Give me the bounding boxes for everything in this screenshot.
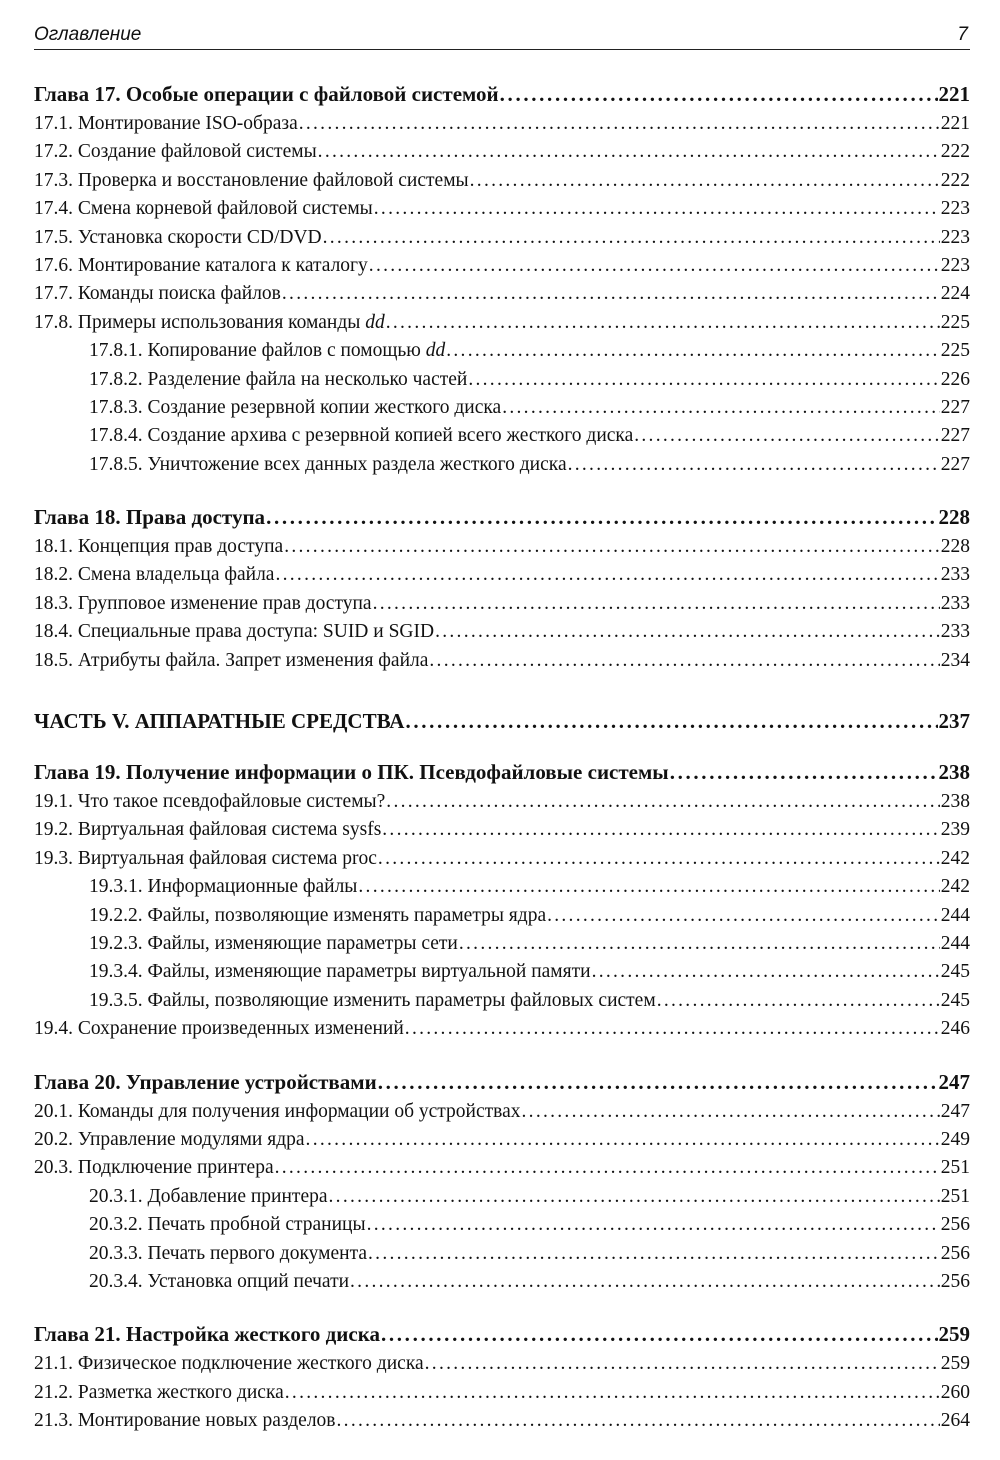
- toc-entry-page: 251: [940, 1185, 970, 1207]
- toc-entry-title-text: 19.2. Виртуальная файловая система sysfs: [34, 819, 382, 841]
- toc-entry-l1[interactable]: [34, 224, 970, 252]
- toc-entry-l1[interactable]: [34, 280, 970, 308]
- dot-leader: [522, 1098, 940, 1126]
- toc-entry-l1[interactable]: [34, 1350, 970, 1378]
- toc-entry-l1[interactable]: [34, 252, 970, 280]
- toc-entry-title-text: 17.8.2. Разделение файла на несколько частей: [89, 368, 468, 390]
- toc-entry-l2[interactable]: [34, 422, 970, 450]
- toc-entry-title: [34, 195, 373, 223]
- toc-entry-l1[interactable]: [34, 590, 970, 618]
- toc-entry-title: [34, 590, 372, 618]
- dot-leader: [367, 1211, 940, 1239]
- toc-entry-page: 238: [938, 760, 970, 785]
- toc-entry-page: 242: [940, 847, 970, 869]
- dot-leader: [378, 1067, 938, 1098]
- toc-entry-title-text: 21.2. Разметка жесткого диска: [34, 1381, 284, 1403]
- toc-entry-title-text: 19.3.4. Файлы, изменяющие параметры виртуальной памяти: [89, 961, 591, 983]
- toc-entry-l1[interactable]: [34, 1379, 970, 1407]
- toc-entry-title-text: 17.8.3. Создание резервной копии жесткого диска: [89, 396, 502, 418]
- dot-leader: [382, 816, 939, 844]
- toc-entry-title: [34, 1098, 521, 1126]
- toc-entry-l2[interactable]: [34, 958, 970, 986]
- toc-entry-l1[interactable]: [34, 618, 970, 646]
- dot-leader: [337, 1407, 940, 1435]
- toc-entry-l1[interactable]: [34, 195, 970, 223]
- toc-entry-title-text: Глава 21. Настройка жесткого диска: [34, 1322, 380, 1347]
- toc-entry-title-text: 19.2.3. Файлы, изменяющие параметры сети: [89, 932, 458, 954]
- toc-entry-title: [89, 987, 656, 1015]
- toc-entry-page: 237: [938, 709, 970, 734]
- toc-entry-l1[interactable]: [34, 647, 970, 675]
- toc-entry-title-text: 18.4. Специальные права доступа: SUID и SGID: [34, 621, 435, 643]
- toc-entry-page: 246: [940, 1018, 970, 1040]
- toc-entry-part[interactable]: [34, 705, 970, 737]
- toc-entry-l1[interactable]: [34, 816, 970, 844]
- toc-entry-chapter[interactable]: [34, 1067, 970, 1098]
- dot-leader: [323, 224, 940, 252]
- table-of-contents: [34, 79, 970, 1435]
- toc-entry-title-text: 17.6. Монтирование каталога к каталогу: [34, 254, 368, 276]
- dot-leader: [459, 930, 940, 958]
- header-page-number: 7: [957, 24, 968, 45]
- toc-entry-title-text: 19.3.1. Информационные файлы: [89, 876, 358, 898]
- toc-entry-title: [34, 533, 283, 561]
- dot-leader: [306, 1126, 940, 1154]
- toc-entry-page: 226: [940, 368, 970, 390]
- toc-entry-page: 247: [940, 1100, 970, 1122]
- toc-entry-page: 238: [940, 791, 970, 813]
- toc-entry-title-text: Глава 19. Получение информации о ПК. Псевдофайловые системы: [34, 760, 669, 785]
- toc-entry-l2[interactable]: [34, 394, 970, 422]
- toc-entry-title: [89, 902, 546, 930]
- dot-leader: [275, 561, 939, 589]
- toc-entry-title-text: 17.8.1. Копирование файлов с помощью: [89, 340, 421, 362]
- toc-entry-l2[interactable]: [34, 1211, 970, 1239]
- toc-entry-page: 222: [940, 141, 970, 163]
- toc-entry-page: 256: [940, 1270, 970, 1292]
- dot-leader: [468, 366, 939, 394]
- toc-entry-title-text: 17.4. Смена корневой файловой системы: [34, 198, 373, 220]
- toc-entry-title: [34, 110, 298, 138]
- dot-leader: [435, 618, 940, 646]
- toc-entry-title: [89, 873, 357, 901]
- dot-leader: [634, 422, 940, 450]
- toc-entry-command: dd: [365, 311, 385, 333]
- toc-entry-title: [89, 394, 501, 422]
- toc-entry-title-text: Глава 17. Особые операции с файловой системой: [34, 82, 499, 106]
- dot-leader: [275, 1154, 940, 1182]
- toc-entry-title-text: Глава 18. Права доступа: [34, 505, 266, 530]
- dot-leader: [500, 79, 938, 110]
- toc-entry-chapter[interactable]: [34, 1319, 970, 1350]
- toc-entry-l2[interactable]: [34, 337, 970, 365]
- toc-entry-page: 256: [940, 1242, 970, 1264]
- toc-entry-page: 249: [940, 1128, 970, 1150]
- dot-leader: [358, 873, 939, 901]
- toc-entry-title: [34, 788, 385, 816]
- toc-entry-title: [89, 366, 467, 394]
- toc-entry-title-text: Глава 20. Управление устройствами: [34, 1069, 377, 1094]
- toc-entry-l2[interactable]: [34, 930, 970, 958]
- toc-entry-title: [34, 816, 381, 844]
- toc-entry-title-text: 21.3. Монтирование новых разделов: [34, 1410, 336, 1432]
- toc-entry-title-text: 20.3.2. Печать пробной страницы: [89, 1214, 366, 1236]
- toc-entry-title-text: 20.2. Управление модулями ядра: [34, 1128, 305, 1150]
- toc-entry-title: [34, 845, 377, 873]
- dot-leader: [350, 1268, 940, 1296]
- toc-entry-page: 242: [940, 876, 970, 898]
- toc-entry-title: [34, 252, 368, 280]
- toc-entry-title-text: 17.8. Примеры использования команды: [34, 311, 361, 333]
- toc-entry-page: 259: [940, 1353, 970, 1375]
- toc-entry-title: [34, 1407, 336, 1435]
- toc-entry-title: [34, 138, 317, 166]
- toc-entry-l1[interactable]: [34, 533, 970, 561]
- toc-entry-page: 225: [940, 340, 970, 362]
- toc-entry-l1[interactable]: [34, 561, 970, 589]
- toc-entry-title-text: 17.8.4. Создание архива с резервной копией всего жесткого диска: [89, 425, 634, 447]
- toc-entry-page: 223: [940, 226, 970, 248]
- toc-entry-title-text: 20.3.3. Печать первого документа: [89, 1242, 368, 1264]
- toc-entry-title-text: 19.4. Сохранение произведенных изменений: [34, 1018, 404, 1040]
- dot-leader: [502, 394, 940, 422]
- dot-leader: [329, 1183, 940, 1211]
- toc-entry-title: [34, 1015, 404, 1043]
- toc-entry-l2[interactable]: [34, 1268, 970, 1296]
- dot-leader: [386, 309, 940, 337]
- toc-entry-page: 245: [940, 989, 970, 1011]
- toc-entry-title: [34, 224, 322, 252]
- toc-entry-l1[interactable]: [34, 1098, 970, 1126]
- toc-entry-l1[interactable]: [34, 309, 970, 337]
- toc-entry-page: 247: [938, 1069, 970, 1094]
- toc-entry-title-text: 20.3. Подключение принтера: [34, 1157, 274, 1179]
- toc-entry-l1[interactable]: [34, 788, 970, 816]
- toc-entry-title: [34, 1126, 305, 1154]
- toc-entry-title: [34, 502, 265, 533]
- toc-entry-title: [34, 167, 469, 195]
- toc-entry-page: 228: [938, 505, 970, 530]
- toc-entry-page: 234: [940, 649, 970, 671]
- toc-entry-l2[interactable]: [34, 902, 970, 930]
- toc-entry-title: [89, 1183, 328, 1211]
- toc-entry-page: 227: [940, 453, 970, 475]
- toc-entry-l2[interactable]: [34, 1183, 970, 1211]
- toc-entry-chapter[interactable]: [34, 502, 970, 533]
- toc-entry-title: [89, 422, 633, 450]
- toc-entry-title-text: 18.3. Групповое изменение прав доступа: [34, 592, 372, 614]
- dot-leader: [470, 167, 940, 195]
- toc-entry-title-text: 19.3. Виртуальная файловая система proc: [34, 847, 377, 869]
- toc-entry-title-text: 17.1. Монтирование ISO-образа: [34, 113, 298, 134]
- dot-leader: [284, 533, 940, 561]
- toc-entry-page: 239: [940, 819, 970, 841]
- toc-entry-title: [34, 1350, 424, 1378]
- toc-entry-title-text: 18.1. Концепция прав доступа: [34, 536, 284, 558]
- toc-entry-l2[interactable]: [34, 873, 970, 901]
- toc-entry-page: 233: [940, 592, 970, 614]
- dot-leader: [429, 647, 939, 675]
- toc-entry-page: 233: [940, 621, 970, 643]
- toc-entry-page: 259: [938, 1322, 970, 1347]
- toc-entry-title: [89, 1268, 349, 1296]
- toc-entry-title-text: 19.3.5. Файлы, позволяющие изменить параметры файловых систем: [89, 989, 656, 1011]
- toc-entry-title-text: 17.5. Установка скорости CD/DVD: [34, 226, 322, 248]
- toc-entry-l1[interactable]: [34, 1015, 970, 1043]
- dot-leader: [373, 590, 940, 618]
- toc-entry-title: [89, 451, 567, 479]
- dot-leader: [369, 252, 940, 280]
- toc-entry-title: [34, 1319, 380, 1350]
- toc-entry-title-text: 18.2. Смена владельца файла: [34, 564, 275, 586]
- toc-entry-title: [34, 1154, 274, 1182]
- toc-entry-title-text: 18.5. Атрибуты файла. Запрет изменения файла: [34, 649, 429, 671]
- toc-entry-l2[interactable]: [34, 366, 970, 394]
- toc-entry-page: 244: [940, 932, 970, 954]
- toc-entry-page: 251: [940, 1157, 970, 1179]
- toc-entry-l1[interactable]: [34, 1154, 970, 1182]
- toc-entry-title-text: 20.1. Команды для получения информации об устройствах: [34, 1100, 521, 1122]
- dot-leader: [405, 1015, 940, 1043]
- dot-leader: [670, 757, 938, 788]
- toc-entry-page: 227: [940, 425, 970, 447]
- dot-leader: [368, 1240, 940, 1268]
- dot-leader: [374, 195, 940, 223]
- toc-entry-l1[interactable]: [34, 845, 970, 873]
- dot-leader: [547, 902, 940, 930]
- toc-entry-l2[interactable]: [34, 451, 970, 479]
- toc-entry-title: [34, 757, 669, 788]
- running-header: [34, 22, 970, 50]
- toc-entry-title: [89, 958, 591, 986]
- dot-leader: [592, 958, 940, 986]
- toc-entry-l1[interactable]: [34, 1126, 970, 1154]
- toc-entry-page: 233: [940, 564, 970, 586]
- toc-entry-l1[interactable]: [34, 138, 970, 166]
- dot-leader: [657, 987, 940, 1015]
- toc-entry-title-text: 20.3.4. Установка опций печати: [89, 1270, 350, 1292]
- toc-entry-title-text: 21.1. Физическое подключение жесткого диска: [34, 1353, 424, 1375]
- dot-leader: [425, 1350, 940, 1378]
- toc-entry-title-text: 19.2.2. Файлы, позволяющие изменять параметры ядра: [89, 904, 547, 926]
- toc-entry-l2[interactable]: [34, 987, 970, 1015]
- dot-leader: [266, 502, 937, 533]
- toc-entry-page: 260: [940, 1381, 970, 1403]
- dot-leader: [405, 705, 937, 737]
- toc-entry-l2[interactable]: [34, 1240, 970, 1268]
- dot-leader: [568, 451, 940, 479]
- toc-entry-page: 223: [940, 198, 970, 220]
- toc-entry-title: [34, 1067, 377, 1098]
- toc-entry-page: 222: [940, 169, 970, 191]
- toc-entry-title-text: 17.3. Проверка и восстановление файловой системы: [34, 169, 469, 191]
- toc-entry-title: [34, 1379, 284, 1407]
- toc-entry-page: 223: [940, 254, 970, 276]
- dot-leader: [378, 845, 940, 873]
- toc-entry-title-text: 19.1. Что такое псевдофайловые системы?: [34, 791, 386, 813]
- toc-entry-page: 256: [940, 1214, 970, 1236]
- dot-leader: [285, 1379, 940, 1407]
- toc-entry-page: 245: [940, 961, 970, 983]
- toc-entry-title: [89, 1240, 367, 1268]
- toc-entry-page: 227: [940, 396, 970, 418]
- toc-entry-page: 225: [940, 311, 970, 333]
- toc-entry-l1[interactable]: [34, 167, 970, 195]
- dot-leader: [299, 110, 940, 138]
- toc-entry-title: [34, 79, 499, 110]
- toc-entry-title-text: 17.7. Команды поиска файлов: [34, 283, 281, 305]
- toc-entry-page: 228: [940, 536, 970, 558]
- toc-entry-title: [34, 561, 274, 589]
- dot-leader: [446, 337, 940, 365]
- header-title: Оглавление: [34, 24, 142, 45]
- dot-leader: [386, 788, 939, 816]
- toc-entry-title: [34, 647, 428, 675]
- toc-entry-title-text: 17.2. Создание файловой системы: [34, 141, 317, 163]
- toc-entry-title: [34, 280, 281, 308]
- dot-leader: [318, 138, 940, 166]
- toc-entry-title-text: ЧАСТЬ V. АППАРАТНЫЕ СРЕДСТВА: [34, 709, 405, 734]
- toc-entry-page: 221: [940, 113, 970, 134]
- dot-leader: [282, 280, 940, 308]
- toc-entry-page: 244: [940, 904, 970, 926]
- toc-entry-title-text: 17.8.5. Уничтожение всех данных раздела жесткого диска: [89, 453, 567, 475]
- toc-entry-page: 221: [938, 82, 970, 106]
- toc-entry-title: [34, 705, 404, 737]
- toc-entry-page: 224: [940, 283, 970, 305]
- toc-entry-title: [34, 618, 434, 646]
- toc-entry-title: [89, 1211, 366, 1239]
- toc-entry-l1[interactable]: [34, 110, 970, 138]
- toc-entry-l1[interactable]: [34, 1407, 970, 1435]
- toc-entry-title-text: 20.3.1. Добавление принтера: [89, 1185, 328, 1207]
- dot-leader: [381, 1319, 938, 1350]
- toc-entry-title: [34, 309, 385, 337]
- toc-entry-chapter[interactable]: [34, 79, 970, 110]
- toc-entry-page: 264: [940, 1410, 970, 1432]
- toc-entry-title: [89, 337, 445, 365]
- toc-entry-chapter[interactable]: [34, 757, 970, 788]
- toc-entry-command: dd: [425, 340, 446, 362]
- toc-entry-title: [89, 930, 458, 958]
